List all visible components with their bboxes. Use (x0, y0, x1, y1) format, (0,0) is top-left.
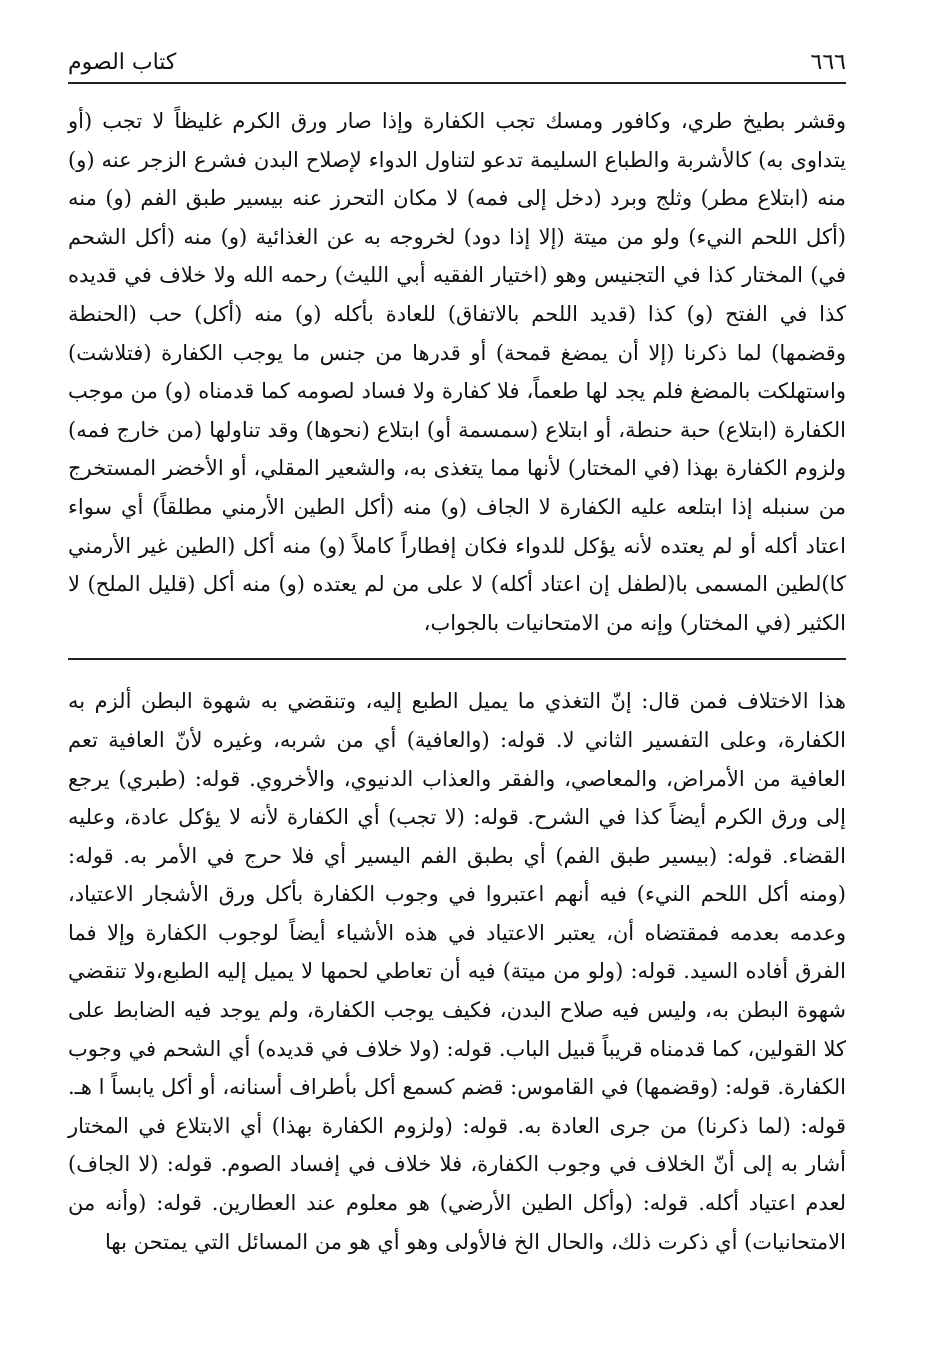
page-number: ٦٦٦ (810, 50, 846, 75)
main-text-block (68, 102, 846, 642)
header-rule (68, 82, 846, 84)
main-text-paragraph: وقشر بطيخ طري، وكافور ومسك تجب الكفارة وإذا صار ورق الكرم غليظاً لا تجب (أو يتداوى به) كالأشربة والطباع السليمة تدعو لتناول الدواء لإصلاح البدن فشرع الزجر عنه (و) منه (ابتلاع مطر) وثلج وبرد (دخل إلى فمه) لا مكان التحرز عنه بيسير طبق الفم (و) منه (أكل اللحم النيء) ولو من ميتة (إلا إذا دود) لخروجه به عن الغذائية (و) منه (أكل الشحم في) المختار كذا في التجنيس وهو (اختيار الفقيه أبي الليث) رحمه الله ولا خلاف في قديده كذا في الفتح (و) كذا (قديد اللحم بالاتفاق) للعادة بأكله (و) منه (أكل) حب (الحنطة وقضمها) لما ذكرنا (إلا أن يمضغ قمحة) أو قدرها من جنس ما يوجب الكفارة (فتلاشت) واستهلكت بالمضغ فلم يجد لها طعماً، فلا كفارة ولا فساد لصومه كما قدمناه (و) من موجب الكفارة (ابتلاع) حبة حنطة، أو ابتلاع (سمسمة أو) ابتلاع (نحوها) وقد تناولها (من خارج فمه) ولزوم الكفارة بهذا (في المختار) لأنها مما يتغذى به، والشعير المقلي، أو الأخضر المستخرج من سنبله إذا ابتلعه عليه الكفارة لا الجاف (و) منه (أكل الطين الأرمني مطلقاً) أي سواء اعتاد أكله أو لم يعتده لأنه يؤكل للدواء فكان إفطاراً كاملاً (و) منه أكل (الطين غير الأرمني كا)لطين المسمى با(لطفل إن اعتاد أكله) لا على من لم يعتده (و) منه أكل (قليل الملح) لا الكثير (في المختار) وإنه من الامتحانيات بالجواب، (68, 109, 846, 635)
footnote-separator-rule (68, 658, 846, 660)
running-head (68, 40, 846, 82)
commentary-paragraph: هذا الاختلاف فمن قال: إنّ التغذي ما يميل الطبع إليه، وتنقضي به شهوة البطن ألزم به الكفارة، وعلى التفسير الثاني لا. قوله: (والعافية) أي من شربه، وغيره لأنّ العافية تعم العافية من الأمراض، والمعاصي، والفقر والعذاب الدنيوي، والأخروي. قوله: (طبري) يرجع إلى ورق الكرم أيضاً كذا في الشرح. قوله: (لا تجب) أي الكفارة لأنه لا يؤكل عادة، وعليه القضاء. قوله: (بيسير طبق الفم) أي بطبق الفم اليسير أي فلا حرج في الأمر به. قوله: (ومنه أكل اللحم النيء) فيه أنهم اعتبروا في وجوب الكفارة بأكل ورق الأشجار الاعتياد، وعدمه بعدمه فمقتضاه أن، يعتبر الاعتياد في هذه الأشياء أيضاً لوجوب الكفارة وإلا فما الفرق أفاده السيد. قوله: (ولو من ميتة) فيه أن تعاطي لحمها لا يميل إليه الطبع،ولا تنقضي شهوة البطن به، وليس فيه صلاح البدن، فكيف يوجب الكفارة، ولم يوجد فيه الضابط على كلا القولين، كما قدمناه قريباً قبيل الباب. قوله: (ولا خلاف في قديده) أي الشحم في وجوب الكفارة. قوله: (وقضمها) في القاموس: قضم كسمع أكل بأطراف أسنانه، أو أكل يابساً ا هـ. قوله: (لما ذكرنا) من جرى العادة به. قوله: (ولزوم الكفارة بهذا) أي الابتلاع في المختار أشار به إلى أنّ الخلاف في وجوب الكفارة، فلا خلاف في إفساد الصوم. قوله: (لا الجاف) لعدم اعتياد أكله. قوله: (وأكل الطين الأرضي) هو معلوم عند العطارين. قوله: (وأنه من الامتحانيات) أي ذكرت ذلك، والحال الخ فالأولى وهو أي هو من المسائل التي يمتحن بها (68, 689, 847, 1254)
book-page (68, 40, 846, 1343)
book-title: كتاب الصوم (68, 50, 177, 75)
commentary-block (68, 682, 846, 1261)
